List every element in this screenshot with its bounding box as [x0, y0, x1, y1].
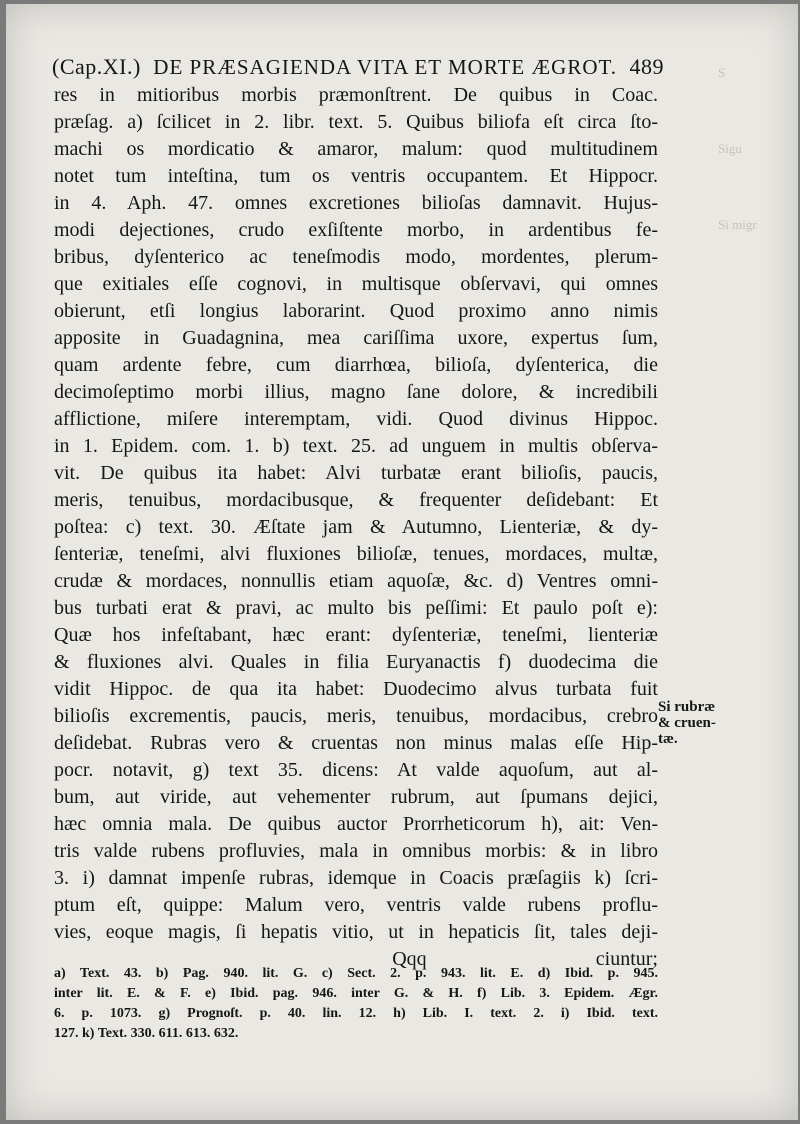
text-line: vidit Hippoc. de qua ita habet: Duodecimo alvus turbata fuit — [54, 678, 658, 700]
text-line: decimoſeptimo morbi illius, magno ſane dolore, & incredibili — [54, 381, 658, 403]
text-line: vies, eoque magis, ſi hepatis vitio, ut in hepaticis ſit, tales deji- — [54, 921, 658, 943]
footnote-line: inter lit. E. & F. e) Ibid. pag. 946. inter G. & H. f) Lib. 3. Epidem. Ægr. — [54, 986, 658, 1001]
text-line: afflictione, miſere interemptam, vidi. Quod divinus Hippoc. — [54, 408, 658, 430]
main-text — [54, 82, 658, 973]
catchword: ciuntur; — [595, 948, 658, 970]
running-header — [52, 54, 664, 80]
page-number: 489 — [629, 54, 664, 79]
text-line: notet tum inteſtina, tum os ventris occupantem. Et Hippocr. — [54, 165, 658, 187]
text-line: hæc omnia mala. De quibus auctor Prorrheticorum h), ait: Ven- — [54, 813, 658, 835]
text-line: crudæ & mordaces, nonnullis etiam aquoſæ, &c. d) Ventres omni- — [54, 570, 658, 592]
text-line: bribus, dyſenterico ac teneſmodis modo, mordentes, plerum- — [54, 246, 658, 268]
text-line: machi os mordicatio & amaror, malum: quod multitudinem — [54, 138, 658, 160]
text-line: pocr. notavit, g) text 35. dicens: At valde aquoſum, aut al- — [54, 759, 658, 781]
chapter-label: (Cap.XI.) — [52, 54, 141, 79]
text-line: 3. i) damnat impenſe rubras, idemque in Coacis præſagiis k) ſcri- — [54, 867, 658, 889]
text-line: deſidebat. Rubras vero & cruentas non minus malas eſſe Hip- — [54, 732, 658, 754]
bleed-item-2: Sigu — [718, 141, 742, 157]
text-line: que exitiales eſſe cognovi, in multisque obſervavi, qui omnes — [54, 273, 658, 295]
footnote-line: 127. k) Text. 330. 611. 613. 632. — [54, 1026, 239, 1041]
text-line: in 4. Aph. 47. omnes excretiones bilioſas damnavit. Hujus- — [54, 192, 658, 214]
book-page — [6, 4, 798, 1120]
text-line: quam ardente febre, cum diarrhœa, bilioſa, dyſenterica, die — [54, 354, 658, 376]
text-line: obierunt, etſi longius laborarint. Quod proximo anno nimis — [54, 300, 658, 322]
text-line: poſtea: c) text. 30. Æſtate jam & Autumno, Lienteriæ, & dy- — [54, 516, 658, 538]
running-title: DE PRÆSAGIENDA VITA ET MORTE ÆGROT. — [153, 55, 618, 79]
text-line: ptum eſt, quippe: Malum vero, ventris valde rubens proflu- — [54, 894, 658, 916]
text-line: in 1. Epidem. com. 1. b) text. 25. ad unguem in multis obſerva- — [54, 435, 658, 457]
footnote-line: a) Text. 43. b) Pag. 940. lit. G. c) Sect. 2. p. 943. lit. E. d) Ibid. p. 945. — [54, 966, 658, 981]
text-line: tris valde rubens profluvies, mala in omnibus morbis: & in libro — [54, 840, 658, 862]
text-line: apposite in Guadagnina, mea cariſſima uxore, expertus ſum, — [54, 327, 658, 349]
margin-note-line: & cruen- — [658, 715, 716, 731]
bleed-through-text — [718, 64, 757, 293]
bleed-item-3: Si migr — [718, 217, 757, 233]
text-line: ſenteriæ, teneſmi, alvi fluxiones bilioſæ, tenues, mordaces, multæ, — [54, 543, 658, 565]
text-line: præſag. a) ſcilicet in 2. libr. text. 5. Quibus biliofa eſt circa ſto- — [54, 111, 658, 133]
text-line: bilioſis excrementis, paucis, meris, tenuibus, mordacibus, crebro — [54, 705, 658, 727]
signature-mark: Qqq — [392, 948, 427, 970]
text-line: bus turbati erat & pravi, ac multo bis peſſimi: Et paulo poſt e): — [54, 597, 658, 619]
text-line: & fluxiones alvi. Quales in filia Euryanactis f) duodecima die — [54, 651, 658, 673]
bleed-item-1: S — [718, 65, 726, 80]
text-line: Quæ hos infeſtabant, hæc erant: dyſenteriæ, teneſmi, lienteriæ — [54, 624, 658, 646]
text-line: modi dejectiones, crudo exſiſtente morbo, in ardentibus fe- — [54, 219, 658, 241]
text-line: bum, aut viride, aut vehementer rubrum, aut ſpumans dejici, — [54, 786, 658, 808]
text-line: vit. De quibus ita habet: Alvi turbatæ erant bilioſis, paucis, — [54, 462, 658, 484]
margin-note-line: tæ. — [658, 731, 678, 747]
margin-note — [658, 699, 716, 747]
footnote-line: 6. p. 1073. g) Prognoſt. p. 40. lin. 12. h) Lib. I. text. 2. i) Ibid. text. — [54, 1006, 658, 1021]
footnotes — [54, 964, 658, 1044]
text-line: res in mitioribus morbis præmonſtrent. De quibus in Coac. — [54, 84, 658, 106]
text-line: meris, tenuibus, mordacibusque, & frequenter deſidebant: Et — [54, 489, 658, 511]
margin-note-line: Si rubræ — [658, 699, 716, 715]
